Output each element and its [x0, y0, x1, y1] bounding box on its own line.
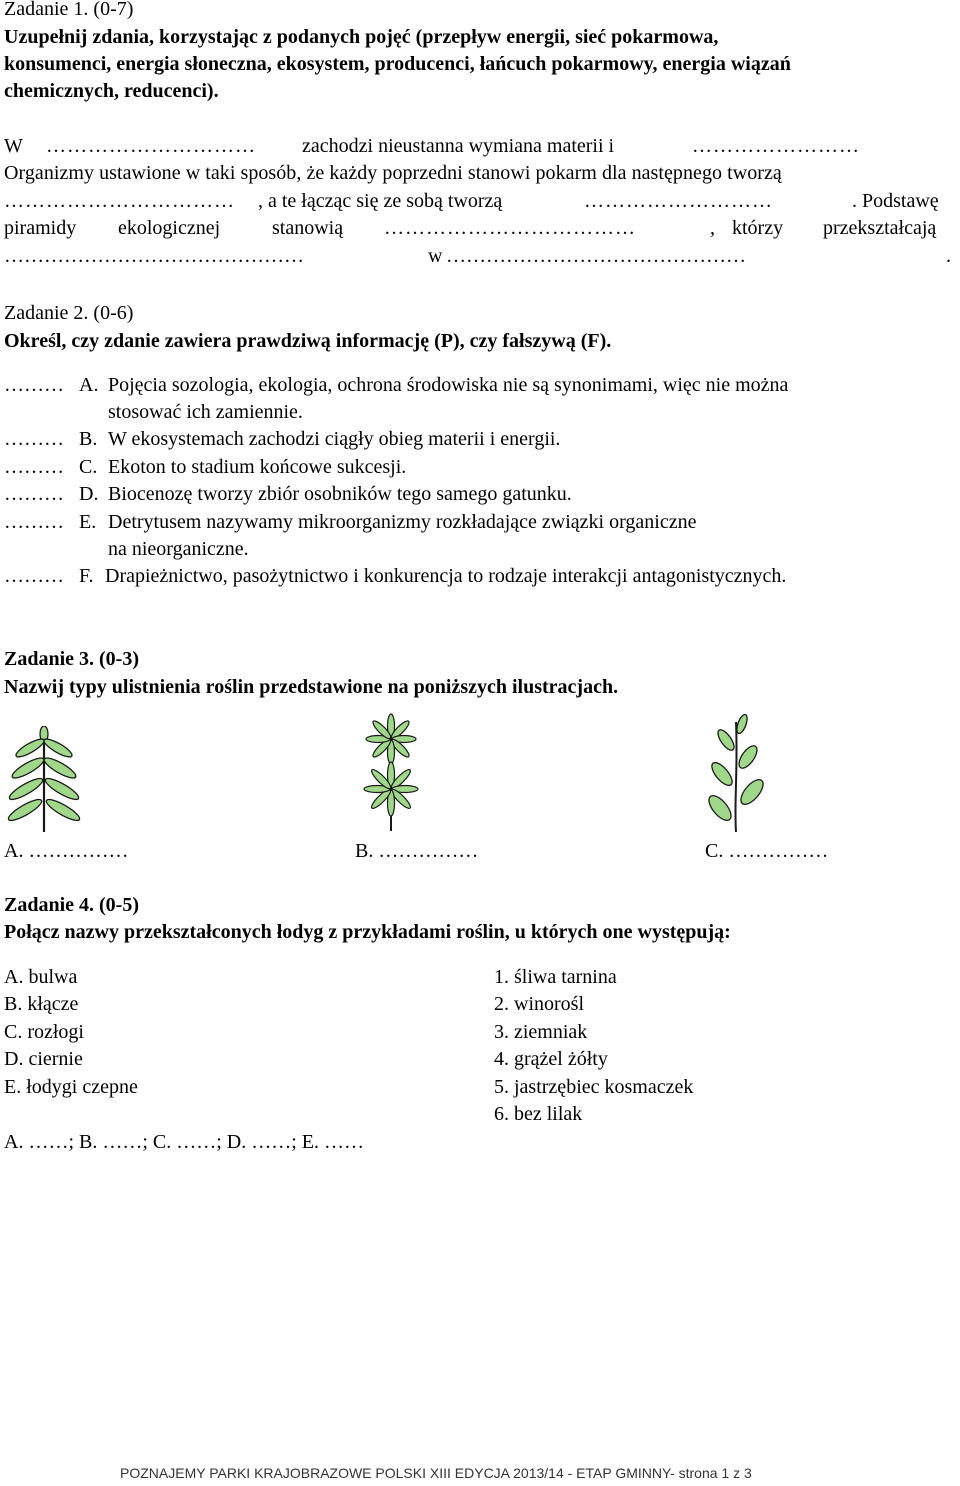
list-item: 1. śliwa tarnina — [494, 966, 617, 988]
list-item: E. łodygi czepne — [4, 1076, 138, 1098]
answer-blank[interactable]: ……… — [4, 565, 64, 587]
plant-illustration-a — [6, 726, 84, 832]
list-item: 2. winorośl — [494, 993, 584, 1015]
task3-answer-b: B. …………… — [355, 840, 479, 862]
list-item: 4. grążel żółty — [494, 1048, 608, 1070]
answer-blank[interactable]: …………… — [728, 840, 829, 862]
page-footer: POZNAJEMY PARKI KRAJOBRAZOWE POLSKI XIII EDYCJA 2013/14 - ETAP GMINNY- strona 1 z 3 — [120, 1465, 752, 1481]
answer-blank[interactable]: ……… — [4, 374, 64, 396]
task3-title: Zadanie 3. (0-3) — [4, 648, 139, 670]
task3-instruction: Nazwij typy ulistnienia roślin przedstawione na poniższych ilustracjach. — [4, 676, 619, 698]
blank[interactable]: ……………………………………… — [446, 245, 746, 267]
task2-title: Zadanie 2. (0-6) — [4, 302, 134, 324]
plant-illustration-b — [355, 713, 427, 831]
answer-blank[interactable]: ……… — [4, 483, 64, 505]
task2-instruction: Określ, czy zdanie zawiera prawdziwą informację (P), czy fałszywą (F). — [4, 330, 612, 352]
answer-blank[interactable]: ……… — [4, 511, 64, 533]
list-item: 5. jastrzębiec kosmaczek — [494, 1076, 694, 1098]
blank[interactable]: ……………………………… — [384, 217, 636, 239]
answer-blank[interactable]: …………… — [28, 840, 129, 862]
list-item: 6. bez lilak — [494, 1103, 583, 1125]
task4-instruction: Połącz nazwy przekształconych łodyg z przykładami roślin, u których one występują: — [4, 921, 731, 943]
list-item: B. kłącze — [4, 993, 79, 1015]
answer-blank[interactable]: …………… — [378, 840, 479, 862]
blank[interactable]: ……………………… — [584, 190, 773, 212]
list-item: 3. ziemniak — [494, 1021, 588, 1043]
task3-answer-a: A. …………… — [4, 840, 129, 862]
list-item: C. rozłogi — [4, 1021, 84, 1043]
blank[interactable]: ………………………… — [46, 135, 256, 157]
task1-title: Zadanie 1. (0-7) — [4, 0, 134, 20]
blank[interactable]: ……………………………………… — [4, 245, 304, 267]
blank[interactable]: …………………………… — [4, 190, 235, 212]
list-item: A. bulwa — [4, 966, 78, 988]
blank[interactable]: …………………… — [692, 135, 860, 157]
task1-instruction-line2: konsumenci, energia słoneczna, ekosystem, producenci, łańcuch pokarmowy, energia wiązań — [4, 53, 791, 75]
task4-answer-line[interactable]: A. ……; B. ……; C. ……; D. ……; E. …… — [4, 1131, 365, 1153]
plant-illustration-c — [700, 712, 772, 832]
task1-instruction-line1: Uzupełnij zdania, korzystając z podanych pojęć (przepływ energii, sieć pokarmowa, — [4, 26, 719, 48]
answer-blank[interactable]: ……… — [4, 456, 64, 478]
task4-title: Zadanie 4. (0-5) — [4, 894, 139, 916]
answer-blank[interactable]: ……… — [4, 428, 64, 450]
list-item: D. ciernie — [4, 1048, 83, 1070]
task3-answer-c: C. …………… — [705, 840, 829, 862]
task1-instruction-line3: chemicznych, reducenci). — [4, 80, 219, 102]
